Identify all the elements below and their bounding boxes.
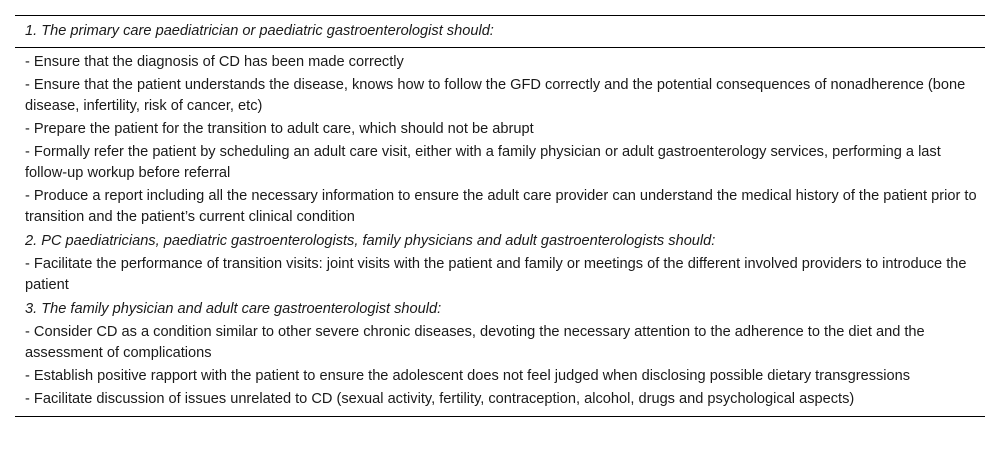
table-header-heading: 1. The primary care paediatrician or paediatric gastroenterologist should: <box>25 23 494 39</box>
list-item: - Ensure that the diagnosis of CD has been made correctly <box>25 54 404 70</box>
table-bottom-rule <box>15 416 985 417</box>
list-item: - Ensure that the patient understands the disease, knows how to follow the GFD correctly and the potential consequences of nonadherence (bone disease, infertility, risk of cancer, etc) <box>25 77 966 114</box>
recommendations-table <box>15 15 985 417</box>
list-item: - Produce a report including all the necessary information to ensure the adult care provider can understand the medical history of the patient prior to transition and the patient’s current clinical condition <box>25 188 977 225</box>
table-body <box>15 48 985 416</box>
list-item: - Consider CD as a condition similar to other severe chronic diseases, devoting the necessary attention to the adherence to the diet and the assessment of complications <box>25 324 925 361</box>
section-heading: 2. PC paediatricians, paediatric gastroenterologists, family physicians and adult gastroenterologists should: <box>25 233 716 249</box>
section-heading: 3. The family physician and adult care gastroenterologist should: <box>25 301 442 317</box>
list-item: - Facilitate discussion of issues unrelated to CD (sexual activity, fertility, contraception, alcohol, drugs and psychological aspects) <box>25 391 855 407</box>
list-item: - Establish positive rapport with the patient to ensure the adolescent does not feel judged when disclosing possible dietary transgressions <box>25 368 911 384</box>
list-item: - Facilitate the performance of transition visits: joint visits with the patient and family or meetings of the different involved providers to introduce the patient <box>25 256 967 293</box>
list-item: - Prepare the patient for the transition to adult care, which should not be abrupt <box>25 121 534 137</box>
list-item: - Formally refer the patient by scheduling an adult care visit, either with a family physician or adult gastroenterology services, performing a last follow-up workup before referral <box>25 144 941 181</box>
